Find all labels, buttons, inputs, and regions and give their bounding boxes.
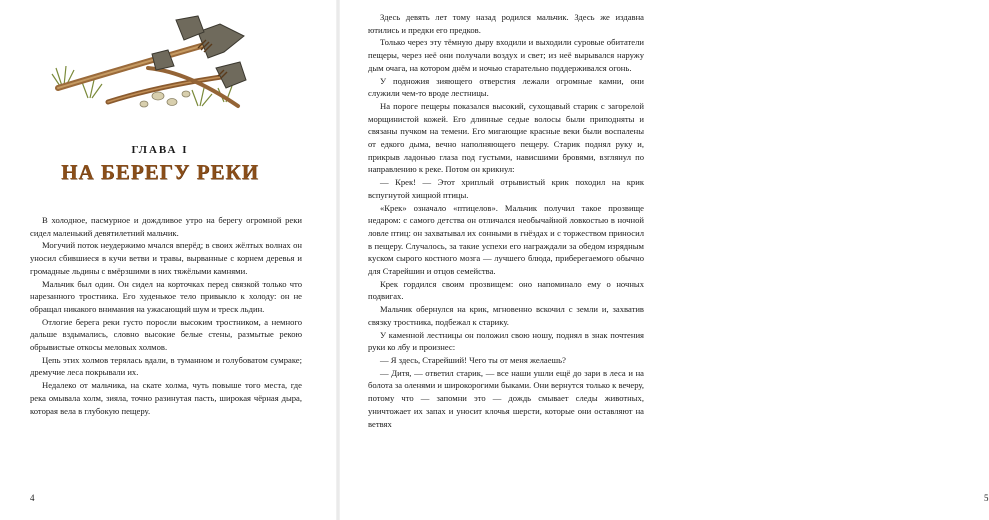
paragraph: Цепь этих холмов терялась вдали, в туманном и голубоватом сумраке; дремучие леса покрывали их. [30, 354, 302, 378]
left-page [0, 0, 338, 520]
paragraph: На пороге пещеры показался высокий, сухощавый старик с загорелой морщинистой кожей. Его длинные седые волосы были приподняты и связаны пучком на темени. Его мигающие красные веки были воспалены от едкого дыма, вечно наполняющего пещеру. Старик поднял руку и, прикрыв ладонью глаза под густыми, нависшими бровями, взглянул по направлению к реке. Потом он крикнул: [368, 100, 644, 175]
paragraph: У подножия зияющего отверстия лежали огромные камни, они служили чем-то вроде лестницы. [368, 75, 644, 99]
left-page-text [30, 214, 302, 417]
paragraph: Крек гордился своим прозвищем: оно напоминало ему о ночных подвигах. [368, 278, 644, 302]
right-page-text [368, 11, 644, 430]
paragraph: Мальчик был один. Он сидел на корточках перед связкой только что нарезанного тростника. Его худенькое тело привыкло к холоду: он не обращал никакого внимания на ужасающий шум и треск льдин. [30, 278, 302, 314]
chapter-title: НА БЕРЕГУ РЕКИ [61, 160, 259, 184]
page-number-left: 4 [30, 493, 35, 503]
paragraph: — Я здесь, Старейший! Чего ты от меня желаешь? [380, 354, 566, 365]
paragraph: Могучий поток неудержимо мчался вперёд; в своих жёлтых волнах он уносил сбившиеся в кучи ветви и травы, вырванные с корнем деревья и громадные льдины с вмёрзшими в них тяжёлыми камнями. [30, 240, 302, 276]
paragraph: Отлогие берега реки густо поросли высоким тростником, а немного дальше вздымались, словно высокие белые стены, размытые рекою обрывистые откосы меловых холмов. [30, 316, 302, 353]
paragraph: Только через эту тёмную дыру входили и выходили суровые обитатели пещеры, через неё они получали воздух и свет; из неё вырывался наружу дым очага, на котором днём и ночью старательно поддерживался огонь. [368, 37, 644, 73]
paragraph: — Дитя, — ответил старик, — все наши ушли ещё до зари в леса и на болота за оленями и широкорогими быками. Они вернутся только к вечеру, потому что — запомни это — дождь смывает следы животных, уничтожает их запах и уносит клочья шерсти, которые они оставляют на ветвях [368, 367, 644, 429]
paragraph: — Крек! — Этот хриплый отрывистый крик походил на крик вспугнутой хищной птицы. [368, 177, 644, 200]
paragraph: Здесь девять лет тому назад родился мальчик. Здесь же издавна ютились и предки его предков. [368, 12, 644, 35]
chapter-label: ГЛАВА I [131, 144, 189, 156]
paragraph: Мальчик обернулся на крик, мгновенно вскочил с земли и, захватив связку тростника, подбежал к старику. [368, 304, 644, 327]
stone-age-tools-illustration [48, 10, 248, 122]
page-number-right: 5 [984, 493, 989, 503]
paragraph: «Крек» означало «птицелов». Мальчик получил такое прозвище недаром: с самого детства он отличался необычайной ловкостью в ночной ловле птиц: он захватывал их сонными в гнёздах и с торжеством приносил в пещеру. Случалось, за такие успехи его награждали за обедом изрядным куском сырого костного мозга — лучшего блюда, приберегаемого обычно для Старейшин и отцов семейства. [368, 202, 644, 277]
paragraph: Недалеко от мальчика, на скате холма, чуть повыше того места, где река омывала холм, зияла, точно разинутая пасть, широкая чёрная дыра, которая вела в глубокую пещеру. [30, 380, 302, 416]
paragraph: В холодное, пасмурное и дождливое утро на берегу огромной реки сидел маленький девятилетний мальчик. [30, 215, 302, 238]
paragraph: У каменной лестницы он положил свою ношу, поднял в знак почтения руки ко лбу и произнес: [368, 329, 644, 353]
